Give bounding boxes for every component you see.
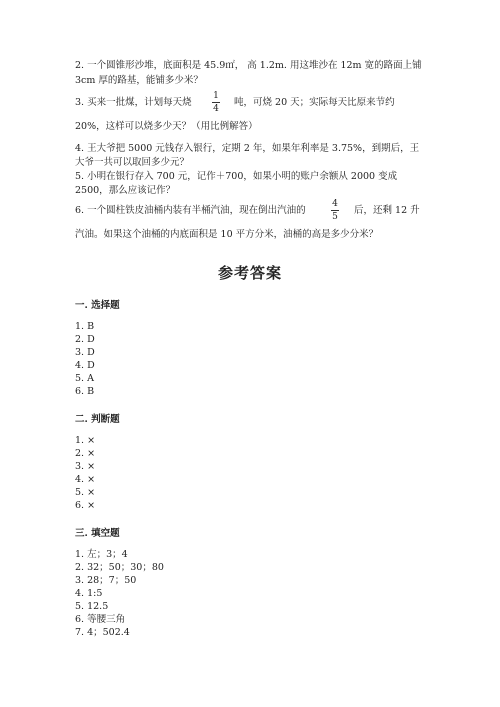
answer-item: 3. × [75,461,96,472]
question-5-line-2: 2500，那么应该记作？ [75,185,176,196]
question-6-line-1-start: 6. 一个圆柱铁皮油桶内装有半桶汽油，现在倒出汽油的 [75,205,306,216]
question-4-line-2: 大爷一共可以取回多少元？ [75,157,190,168]
question-6-fraction [331,199,339,222]
answer-item: 7. 4；502.4 [75,627,130,638]
fraction-numerator: 4 [332,199,338,209]
answer-item: 4. 1:5 [75,588,103,599]
answer-item: 4. × [75,474,96,485]
question-2-line-2: 3cm 厚的路基，能铺多少米？ [75,75,203,86]
question-3-line-1-start: 3. 买来一批煤，计划每天烧 [75,97,192,108]
answer-item: 3. D [75,347,95,358]
answer-item: 2. × [75,448,96,459]
fraction-numerator: 1 [213,91,219,101]
answer-item: 6. B [75,386,95,397]
answer-item: 5. A [75,373,94,384]
fraction-bar [212,102,220,103]
question-6-line-1-end: 后，还剩 12 升 [354,205,420,216]
fraction-bar [331,210,339,211]
question-3-line-1-end: 吨，可烧 20 天；实际每天比原来节约 [234,97,395,108]
question-5-line-1: 5. 小明在银行存入 700 元，记作＋700，如果小明的账户余额从 2000 变成 [75,171,398,182]
question-3-fraction [212,91,220,114]
section-heading-fill-in: 三. 填空题 [75,528,120,539]
answer-item: 1. B [75,321,95,332]
question-2-line-1: 2. 一个圆锥形沙堆，底面积是 45.9㎡， 高 1.2m. 用这堆沙在 12m 宽的路面上铺 [75,60,422,71]
answer-item: 6. × [75,500,96,511]
section-heading-choice: 一. 选择题 [75,300,120,311]
answer-key-title: 参考答案 [217,264,282,282]
section-heading-judgment: 二. 判断题 [75,414,120,425]
answer-item: 6. 等腰三角 [75,614,126,625]
question-6-line-2: 汽油。如果这个油桶的内底面积是 10 平方分米，油桶的高是多少分米？ [75,229,379,240]
answer-item: 5. 12.5 [75,601,109,612]
question-3-line-2: 20%，这样可以烧多少天？（用比例解答） [75,121,258,132]
answer-item: 3. 28；7；50 [75,575,137,586]
answer-item: 4. D [75,360,95,371]
fraction-denominator: 5 [332,212,338,222]
fraction-denominator: 4 [213,104,219,114]
answer-item: 1. × [75,435,96,446]
answer-item: 2. D [75,334,95,345]
answer-item: 2. 32；50；30；80 [75,562,164,573]
question-4-line-1: 4. 王大爷把 5000 元钱存入银行，定期 2 年，如果年利率是 3.75%，到期后，王 [75,143,420,154]
answer-item: 5. × [75,487,96,498]
answer-item: 1. 左；3；4 [75,549,128,560]
